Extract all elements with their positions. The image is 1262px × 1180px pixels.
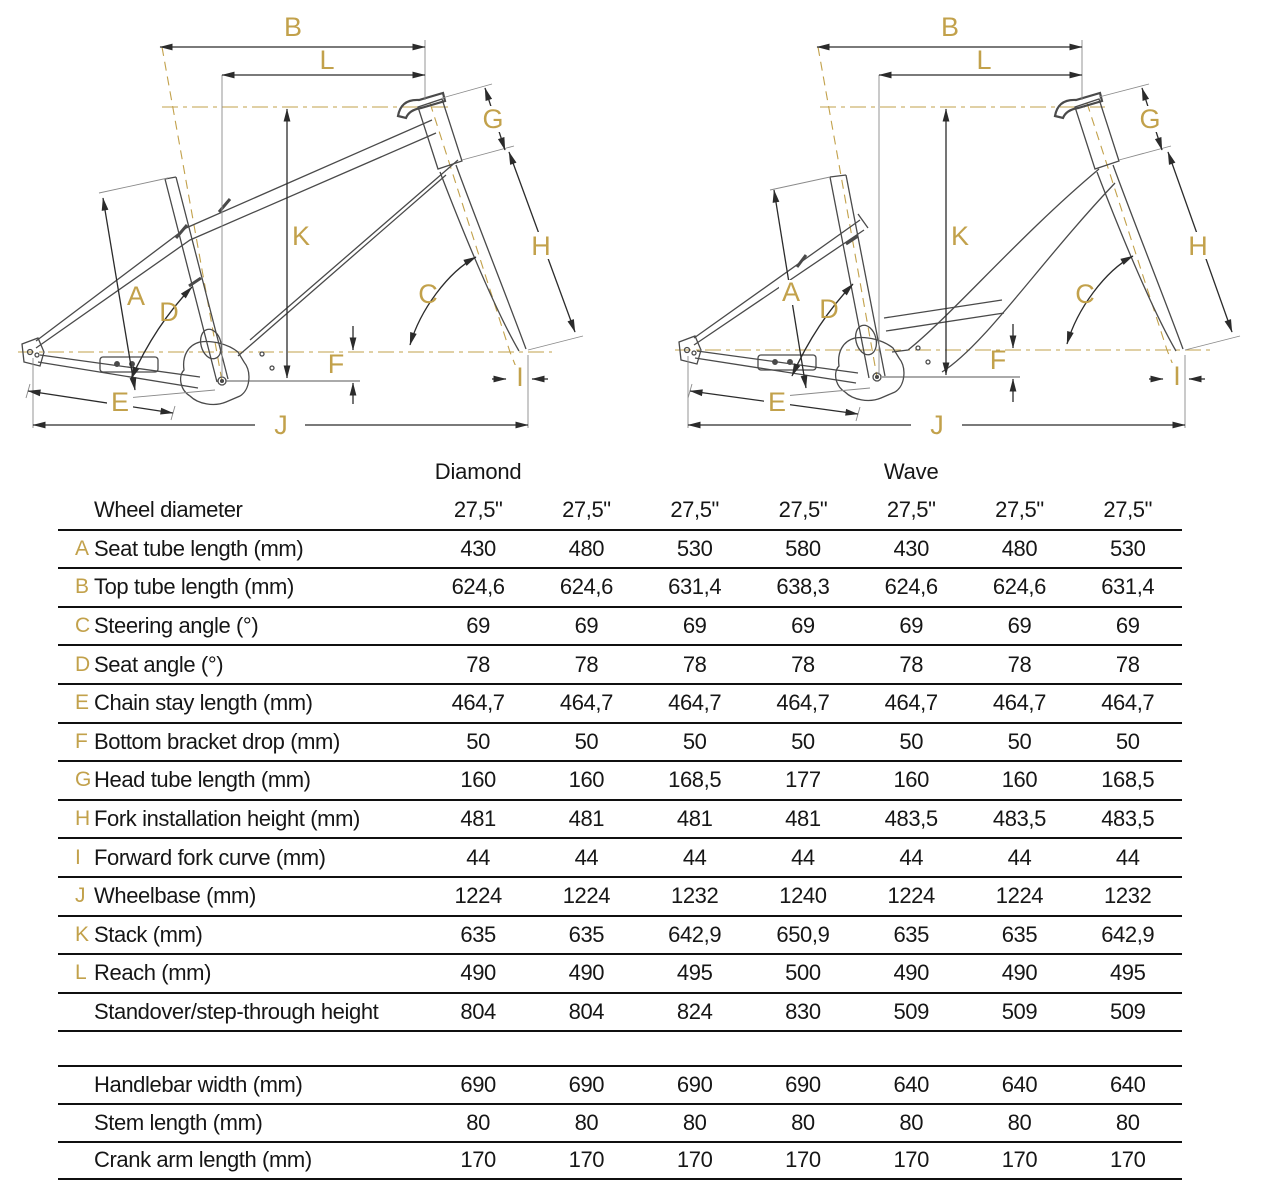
dim-label-h: H: [531, 231, 551, 261]
cell: 690: [424, 1072, 532, 1098]
dim-label-i: I: [516, 362, 524, 392]
cell: 824: [641, 999, 749, 1025]
cell: 464,7: [641, 690, 749, 716]
cell: 464,7: [424, 690, 532, 716]
cell: 78: [965, 652, 1073, 678]
cell: 624,6: [857, 574, 965, 600]
table-row: [58, 878, 1182, 917]
row-label: Standover/step-through height: [94, 999, 424, 1025]
cell: 624,6: [965, 574, 1073, 600]
cell: 44: [857, 845, 965, 871]
table-row: [58, 685, 1182, 724]
cell: 804: [424, 999, 532, 1025]
wave-frame-diagram: [675, 12, 1240, 440]
cell: 1232: [1074, 883, 1182, 909]
cell: 177: [749, 767, 857, 793]
cell: 27,5": [424, 497, 532, 523]
cell: 509: [1074, 999, 1182, 1025]
cell: 690: [749, 1072, 857, 1098]
cell: 480: [532, 536, 640, 562]
row-letter: J: [58, 884, 94, 908]
cell: 690: [532, 1072, 640, 1098]
dim-label-f: F: [328, 349, 345, 379]
group-header-diamond: Diamond: [424, 459, 532, 485]
cell: 80: [532, 1110, 640, 1136]
cell: 481: [641, 806, 749, 832]
dim-label-j: J: [930, 410, 944, 440]
frame-wave: [679, 93, 1183, 400]
table-row: [58, 724, 1182, 763]
cell: 50: [532, 729, 640, 755]
cell: 624,6: [424, 574, 532, 600]
cell: 69: [1074, 613, 1182, 639]
cell: 27,5": [857, 497, 965, 523]
geometry-table: [58, 452, 1182, 1180]
cell: 69: [424, 613, 532, 639]
row-letter: E: [58, 691, 94, 715]
cell: 1232: [641, 883, 749, 909]
cell: 640: [965, 1072, 1073, 1098]
cell: 481: [424, 806, 532, 832]
cell: 635: [424, 922, 532, 948]
row-label: Stack (mm): [94, 922, 424, 948]
table-row: [58, 955, 1182, 994]
cell: 650,9: [749, 922, 857, 948]
dim-label-h: H: [1188, 231, 1208, 261]
cell: 640: [1074, 1072, 1182, 1098]
cell: 160: [857, 767, 965, 793]
dim-label-e: E: [768, 387, 786, 417]
row-label: Handlebar width (mm): [94, 1072, 424, 1098]
cell: 44: [641, 845, 749, 871]
cell: 804: [532, 999, 640, 1025]
row-label: Fork installation height (mm): [94, 806, 424, 832]
row-label: Wheel diameter: [94, 497, 424, 523]
row-label: Top tube length (mm): [94, 574, 424, 600]
row-letter: D: [58, 653, 94, 677]
table-row: [58, 569, 1182, 608]
dim-label-d: D: [819, 294, 839, 324]
cell: 44: [749, 845, 857, 871]
row-letter: L: [58, 961, 94, 985]
geometry-diagrams: [0, 0, 1262, 450]
row-letter: I: [58, 846, 94, 870]
cell: 580: [749, 536, 857, 562]
cell: 168,5: [1074, 767, 1182, 793]
cell: 44: [965, 845, 1073, 871]
cell: 1224: [857, 883, 965, 909]
table-row: [58, 646, 1182, 685]
cell: 80: [965, 1110, 1073, 1136]
group-header-wave: Wave: [857, 459, 965, 485]
row-label: Chain stay length (mm): [94, 690, 424, 716]
cell: 464,7: [1074, 690, 1182, 716]
cell: 430: [424, 536, 532, 562]
row-letter: G: [58, 768, 94, 792]
row-label: Seat angle (°): [94, 652, 424, 678]
cell: 481: [749, 806, 857, 832]
dim-label-j: J: [274, 410, 288, 440]
cell: 78: [532, 652, 640, 678]
table-row: [58, 608, 1182, 647]
cell: 170: [532, 1147, 640, 1173]
cell: 170: [857, 1147, 965, 1173]
table-body-components: [58, 1065, 1182, 1180]
row-label: Bottom bracket drop (mm): [94, 729, 424, 755]
cell: 69: [857, 613, 965, 639]
row-letter: H: [58, 807, 94, 831]
dimension-labels-wave: [768, 12, 1208, 440]
cell: 50: [965, 729, 1073, 755]
cell: 160: [965, 767, 1073, 793]
row-label: Stem length (mm): [94, 1110, 424, 1136]
row-label: Seat tube length (mm): [94, 536, 424, 562]
cell: 69: [532, 613, 640, 639]
table-row: [58, 531, 1182, 570]
table-body-geometry: [58, 492, 1182, 1032]
cell: 44: [424, 845, 532, 871]
cell: 27,5": [532, 497, 640, 523]
construction-lines-wave: [675, 47, 1215, 377]
cell: 495: [641, 960, 749, 986]
dim-label-g: G: [1139, 104, 1160, 134]
cell: 80: [641, 1110, 749, 1136]
cell: 530: [1074, 536, 1182, 562]
cell: 1224: [532, 883, 640, 909]
cell: 830: [749, 999, 857, 1025]
cell: 69: [965, 613, 1073, 639]
cell: 642,9: [1074, 922, 1182, 948]
dim-label-k: K: [292, 221, 310, 251]
dim-label-b: B: [284, 12, 302, 42]
dim-label-d: D: [159, 297, 179, 327]
cell: 50: [857, 729, 965, 755]
cell: 44: [532, 845, 640, 871]
dim-label-a: A: [127, 281, 145, 311]
cell: 483,5: [857, 806, 965, 832]
dim-label-k: K: [951, 221, 969, 251]
cell: 160: [424, 767, 532, 793]
dim-label-e: E: [111, 387, 129, 417]
row-letter: A: [58, 537, 94, 561]
frame-diamond: [22, 93, 526, 404]
cell: 27,5": [641, 497, 749, 523]
cell: 44: [1074, 845, 1182, 871]
cell: 1240: [749, 883, 857, 909]
row-letter: B: [58, 575, 94, 599]
dim-label-g: G: [482, 104, 503, 134]
label-backgrounds-wave: [764, 106, 1211, 415]
cell: 78: [1074, 652, 1182, 678]
cell: 631,4: [1074, 574, 1182, 600]
cell: 483,5: [1074, 806, 1182, 832]
row-letter: K: [58, 923, 94, 947]
cell: 80: [424, 1110, 532, 1136]
dim-label-a: A: [782, 277, 800, 307]
cell: 78: [424, 652, 532, 678]
row-label: Head tube length (mm): [94, 767, 424, 793]
dim-label-b: B: [941, 12, 959, 42]
cell: 635: [965, 922, 1073, 948]
dim-label-f: F: [990, 345, 1007, 375]
dim-label-c: C: [418, 279, 438, 309]
dim-label-i: I: [1173, 361, 1181, 391]
dim-label-l: L: [319, 45, 334, 75]
cell: 78: [749, 652, 857, 678]
row-label: Steering angle (°): [94, 613, 424, 639]
cell: 690: [641, 1072, 749, 1098]
cell: 464,7: [857, 690, 965, 716]
row-label: Forward fork curve (mm): [94, 845, 424, 871]
row-label: Reach (mm): [94, 960, 424, 986]
table-row: [58, 762, 1182, 801]
cell: 50: [749, 729, 857, 755]
cell: 490: [857, 960, 965, 986]
cell: 490: [965, 960, 1073, 986]
cell: 480: [965, 536, 1073, 562]
cell: 642,9: [641, 922, 749, 948]
cell: 638,3: [749, 574, 857, 600]
table-row: [58, 839, 1182, 878]
dim-label-c: C: [1075, 279, 1095, 309]
row-letter: F: [58, 730, 94, 754]
cell: 430: [857, 536, 965, 562]
table-row: [58, 801, 1182, 840]
table-row: [58, 492, 1182, 531]
cell: 170: [424, 1147, 532, 1173]
cell: 80: [749, 1110, 857, 1136]
cell: 490: [532, 960, 640, 986]
cell: 50: [641, 729, 749, 755]
cell: 464,7: [749, 690, 857, 716]
cell: 631,4: [641, 574, 749, 600]
cell: 170: [1074, 1147, 1182, 1173]
cell: 500: [749, 960, 857, 986]
cell: 170: [641, 1147, 749, 1173]
cell: 160: [532, 767, 640, 793]
table-row: [58, 917, 1182, 956]
cell: 27,5": [749, 497, 857, 523]
table-row: [58, 1065, 1182, 1105]
cell: 50: [1074, 729, 1182, 755]
cell: 495: [1074, 960, 1182, 986]
cell: 509: [965, 999, 1073, 1025]
cell: 530: [641, 536, 749, 562]
cell: 1224: [424, 883, 532, 909]
cell: 170: [749, 1147, 857, 1173]
row-label: Wheelbase (mm): [94, 883, 424, 909]
cell: 490: [424, 960, 532, 986]
cell: 170: [965, 1147, 1073, 1173]
cell: 27,5": [965, 497, 1073, 523]
table-row: [58, 1105, 1182, 1143]
cell: 168,5: [641, 767, 749, 793]
table-row: [58, 1143, 1182, 1180]
cell: 78: [857, 652, 965, 678]
cell: 464,7: [965, 690, 1073, 716]
cell: 69: [641, 613, 749, 639]
table-gap: [58, 1032, 1182, 1065]
cell: 635: [532, 922, 640, 948]
table-group-header-row: [58, 452, 1182, 492]
table-row: [58, 994, 1182, 1033]
cell: 69: [749, 613, 857, 639]
cell: 1224: [965, 883, 1073, 909]
construction-lines-diamond: [18, 47, 552, 381]
cell: 509: [857, 999, 965, 1025]
diamond-frame-diagram: [18, 12, 583, 440]
row-label: Crank arm length (mm): [94, 1147, 424, 1173]
cell: 80: [1074, 1110, 1182, 1136]
row-letter: C: [58, 614, 94, 638]
cell: 464,7: [532, 690, 640, 716]
cell: 50: [424, 729, 532, 755]
cell: 483,5: [965, 806, 1073, 832]
cell: 481: [532, 806, 640, 832]
cell: 78: [641, 652, 749, 678]
cell: 624,6: [532, 574, 640, 600]
cell: 80: [857, 1110, 965, 1136]
cell: 635: [857, 922, 965, 948]
dim-label-l: L: [976, 45, 991, 75]
cell: 27,5": [1074, 497, 1182, 523]
cell: 640: [857, 1072, 965, 1098]
